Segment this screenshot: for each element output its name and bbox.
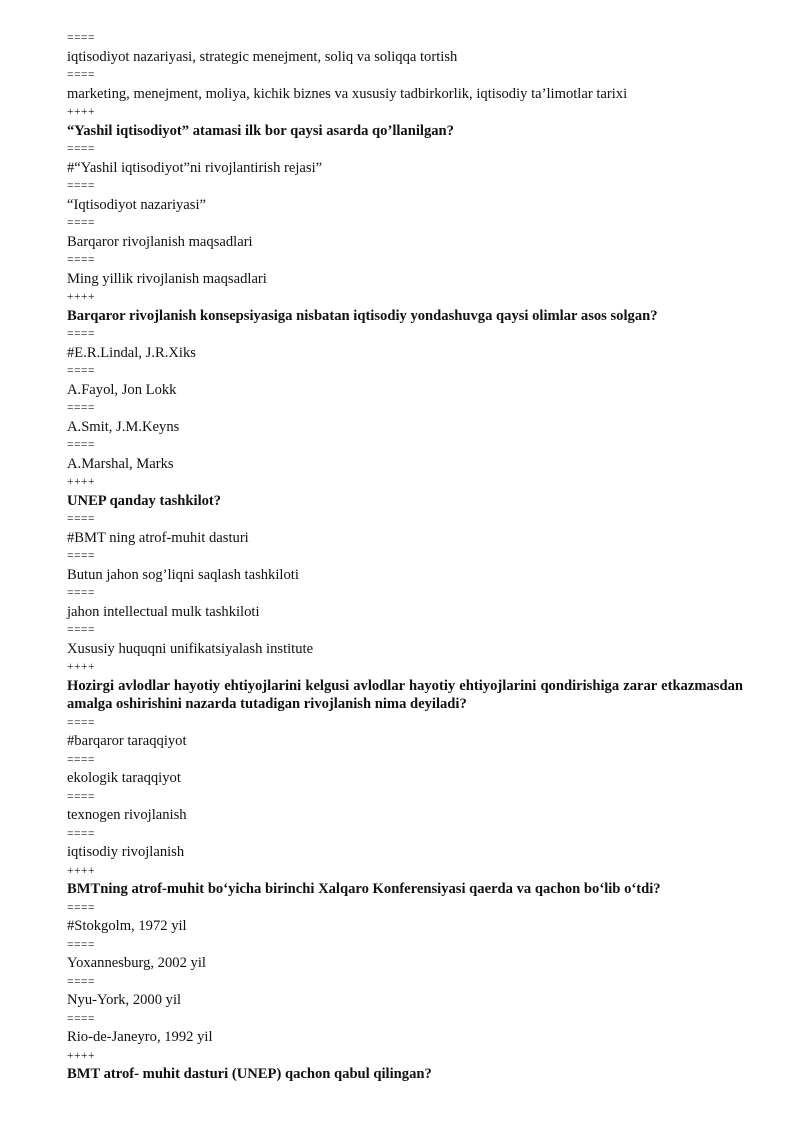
answer-separator: ====: [67, 938, 95, 951]
answer-option: Butun jahon sog’liqni saqlash tashkiloti: [67, 566, 299, 583]
answer-separator: ====: [67, 790, 95, 803]
answer-separator: ====: [67, 32, 95, 44]
correct-answer-option: #“Yashil iqtisodiyot”ni rivojlantirish rejasi”: [67, 159, 323, 176]
question-text: Barqaror rivojlanish konsepsiyasiga nisbatan iqtisodiy yondashuvga qaysi olimlar asos solgan?: [67, 307, 658, 324]
answer-separator: ====: [67, 439, 95, 451]
answer-option: A.Marshal, Marks: [67, 455, 174, 472]
answer-option: Ming yillik rivojlanish maqsadlari: [67, 270, 267, 287]
document-page: [67, 29, 743, 1084]
answer-separator: ====: [67, 180, 95, 192]
answer-option: iqtisodiy rivojlanish: [67, 844, 185, 860]
question-text: BMT atrof- muhit dasturi (UNEP) qachon qabul qilingan?: [67, 1066, 432, 1082]
correct-answer-option: #E.R.Lindal, J.R.Xiks: [67, 344, 196, 361]
answer-separator: ====: [67, 254, 95, 266]
answer-option: Rio-de-Janeyro, 1992 yil: [67, 1029, 213, 1045]
answer-separator: ====: [67, 901, 95, 914]
answer-option: ekologik taraqqiyot: [67, 770, 181, 786]
question-separator: ++++: [67, 291, 95, 303]
answer-separator: ====: [67, 975, 95, 988]
answer-option: A.Smit, J.M.Keyns: [67, 418, 180, 435]
question-separator: ++++: [67, 106, 95, 118]
answer-option: “Iqtisodiyot nazariyasi”: [67, 196, 206, 213]
answer-option: Xususiy huquqni unifikatsiyalash institute: [67, 640, 314, 657]
answer-separator: ====: [67, 328, 95, 340]
answer-separator: ====: [67, 1012, 95, 1025]
question-text: BMTning atrof-muhit bo‘yicha birinchi Xalqaro Konferensiyasi qaerda va qachon bo‘lib o‘tdi?: [67, 881, 661, 897]
correct-answer-option: #BMT ning atrof-muhit dasturi: [67, 529, 249, 546]
correct-answer-option: #barqaror taraqqiyot: [67, 733, 187, 749]
answer-separator: ====: [67, 550, 95, 562]
answer-option: jahon intellectual mulk tashkiloti: [67, 603, 260, 620]
question-text: UNEP qanday tashkilot?: [67, 492, 222, 509]
answer-option: Yoxannesburg, 2002 yil: [67, 955, 206, 971]
answer-option: texnogen rivojlanish: [67, 807, 187, 823]
question-text: “Yashil iqtisodiyot” atamasi ilk bor qaysi asarda qo’llanilgan?: [67, 122, 454, 139]
answer-separator: ====: [67, 587, 95, 599]
answer-option: A.Fayol, Jon Lokk: [67, 381, 177, 398]
answer-option: Nyu-York, 2000 yil: [67, 992, 182, 1008]
answer-separator: ====: [67, 217, 95, 229]
correct-answer-option: #Stokgolm, 1972 yil: [67, 918, 187, 934]
question-text: Hozirgi avlodlar hayotiy ehtiyojlarini kelgusi avlodlar hayotiy ehtiyojlarini qondirishiga zarar etkazmasdan amalga oshirishini nazarda tutadigan rivojlanish nima deyiladi?: [67, 677, 743, 712]
answer-separator: ====: [67, 827, 95, 840]
question-separator: ++++: [67, 476, 95, 488]
answer-option: iqtisodiyot nazariyasi, strategic menejment, soliq va soliqqa tortish: [67, 48, 458, 65]
answer-option: marketing, menejment, moliya, kichik biznes va xususiy tadbirkorlik, iqtisodiy ta’limotlar tarixi: [67, 85, 628, 102]
answer-separator: ====: [67, 624, 95, 636]
answer-separator: ====: [67, 69, 95, 81]
question-separator: ++++: [67, 661, 95, 673]
answer-separator: ====: [67, 716, 95, 729]
question-separator: ++++: [67, 1049, 95, 1062]
answer-separator: ====: [67, 365, 95, 377]
answer-separator: ====: [67, 402, 95, 414]
answer-separator: ====: [67, 143, 95, 155]
answer-option: Barqaror rivojlanish maqsadlari: [67, 233, 253, 250]
question-separator: ++++: [67, 864, 95, 877]
answer-separator: ====: [67, 513, 95, 525]
answer-separator: ====: [67, 753, 95, 766]
